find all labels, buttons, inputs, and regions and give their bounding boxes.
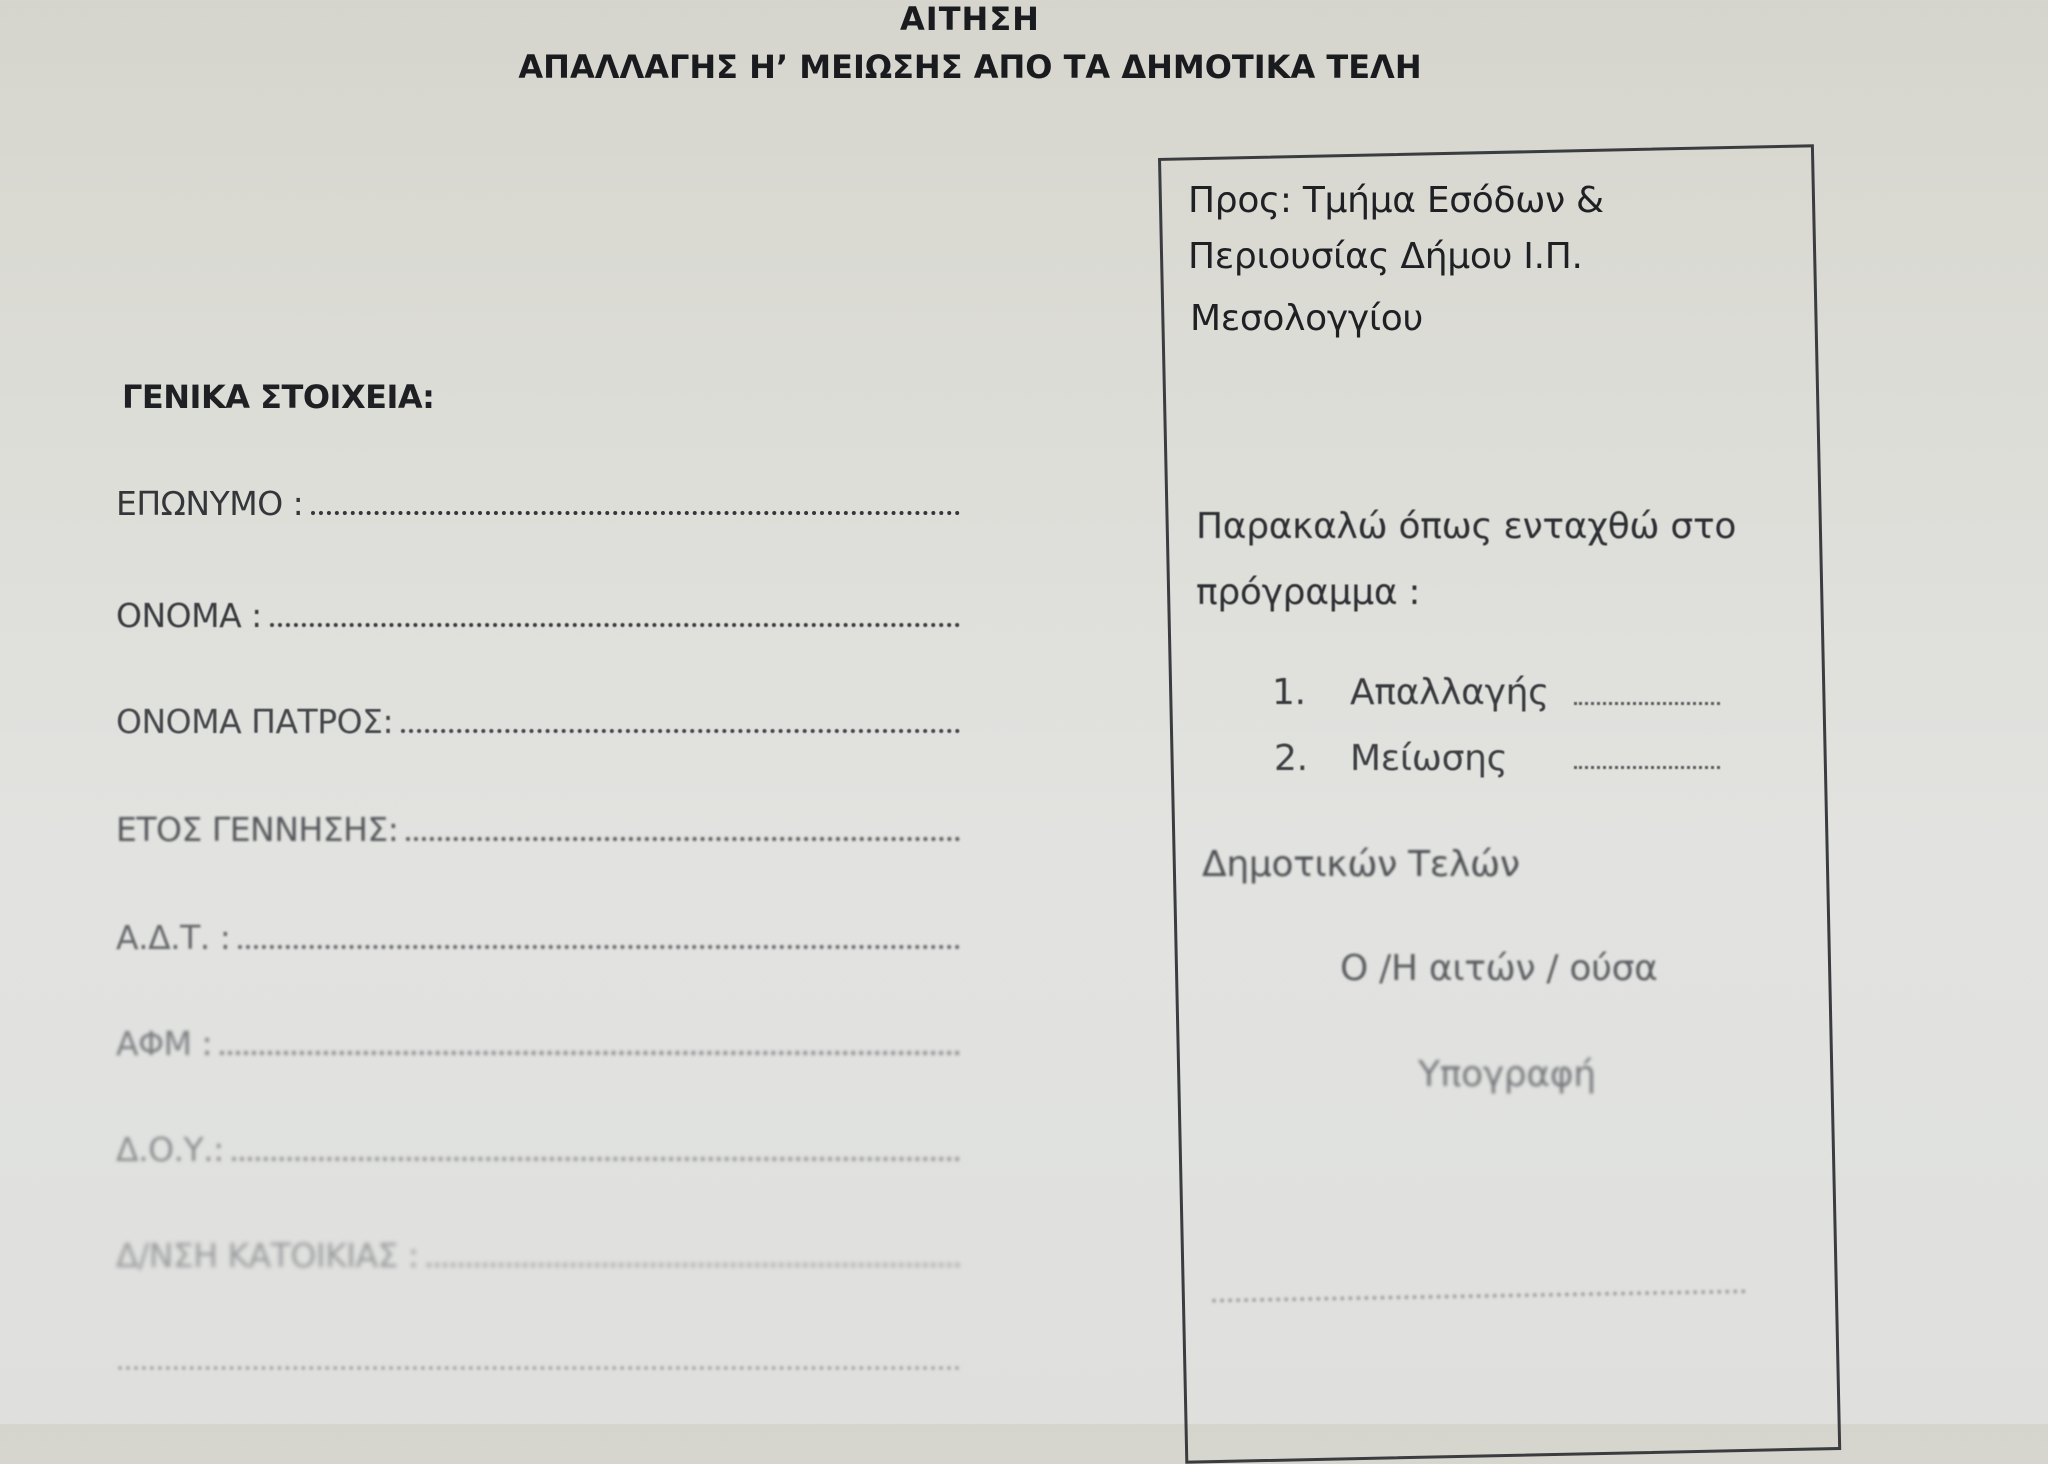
applicant-text: Ο /Η αιτών / ούσα	[1340, 948, 1658, 989]
option-2-line[interactable]	[1574, 766, 1720, 769]
tax-office-field[interactable]	[116, 1130, 960, 1169]
recipient-line-1: Προς: Τμήμα Εσόδων &	[1188, 180, 1604, 221]
option-1-number: 1.	[1272, 672, 1306, 713]
surname-field[interactable]	[116, 484, 960, 523]
municipal-fees-text: Δημοτικών Τελών	[1202, 844, 1520, 885]
id-card-field[interactable]	[116, 918, 960, 957]
home-address-line[interactable]	[427, 1263, 960, 1267]
recipient-box	[1158, 144, 1841, 1463]
tax-number-field[interactable]	[116, 1024, 960, 1063]
option-2-number: 2.	[1274, 738, 1308, 779]
tax-office-label: Δ.Ο.Υ.:	[116, 1130, 224, 1169]
first-name-line[interactable]	[270, 623, 960, 627]
address-continuation-line[interactable]	[118, 1366, 960, 1370]
surname-line[interactable]	[311, 511, 960, 515]
recipient-line-3: Μεσολογγίου	[1190, 298, 1424, 339]
option-1-line[interactable]	[1574, 702, 1720, 705]
id-card-label: Α.Δ.Τ. :	[116, 918, 231, 957]
request-line-1: Παρακαλώ όπως ενταχθώ στο	[1196, 506, 1737, 547]
surname-label: ΕΠΩΝΥΜΟ :	[116, 484, 304, 523]
request-line-2: πρόγραμμα :	[1196, 572, 1421, 613]
tax-number-label: ΑΦΜ :	[116, 1024, 213, 1063]
father-name-line[interactable]	[401, 729, 960, 733]
id-card-line[interactable]	[238, 945, 960, 949]
home-address-field[interactable]	[116, 1236, 960, 1275]
birth-year-label: ΕΤΟΣ ΓΕΝΝΗΣΗΣ:	[116, 810, 399, 849]
home-address-label: Δ/ΝΣΗ ΚΑΤΟΙΚΙΑΣ :	[116, 1236, 419, 1275]
document-title: ΑΙΤΗΣΗ	[900, 0, 1040, 38]
birth-year-field[interactable]	[116, 810, 960, 849]
father-name-label: ΟΝΟΜΑ ΠΑΤΡΟΣ:	[116, 702, 394, 741]
tax-number-line[interactable]	[220, 1051, 960, 1055]
option-1-label: Απαλλαγής	[1350, 672, 1549, 713]
first-name-label: ΟΝΟΜΑ :	[116, 596, 262, 635]
general-details-heading: ΓΕΝΙΚΑ ΣΤΟΙΧΕΙΑ:	[122, 378, 435, 416]
recipient-line-2: Περιουσίας Δήμου Ι.Π.	[1188, 236, 1583, 277]
first-name-field[interactable]	[116, 596, 960, 635]
signature-label: Υπογραφή	[1418, 1054, 1596, 1095]
birth-year-line[interactable]	[406, 837, 960, 841]
tax-office-line[interactable]	[232, 1157, 960, 1161]
document-subtitle: ΑΠΑΛΛΑΓΗΣ Η’ ΜΕΙΩΣΗΣ ΑΠΟ ΤΑ ΔΗΜΟΤΙΚΑ ΤΕΛΗ	[518, 48, 1422, 86]
father-name-field[interactable]	[116, 702, 960, 741]
option-2-label: Μείωσης	[1350, 738, 1508, 779]
